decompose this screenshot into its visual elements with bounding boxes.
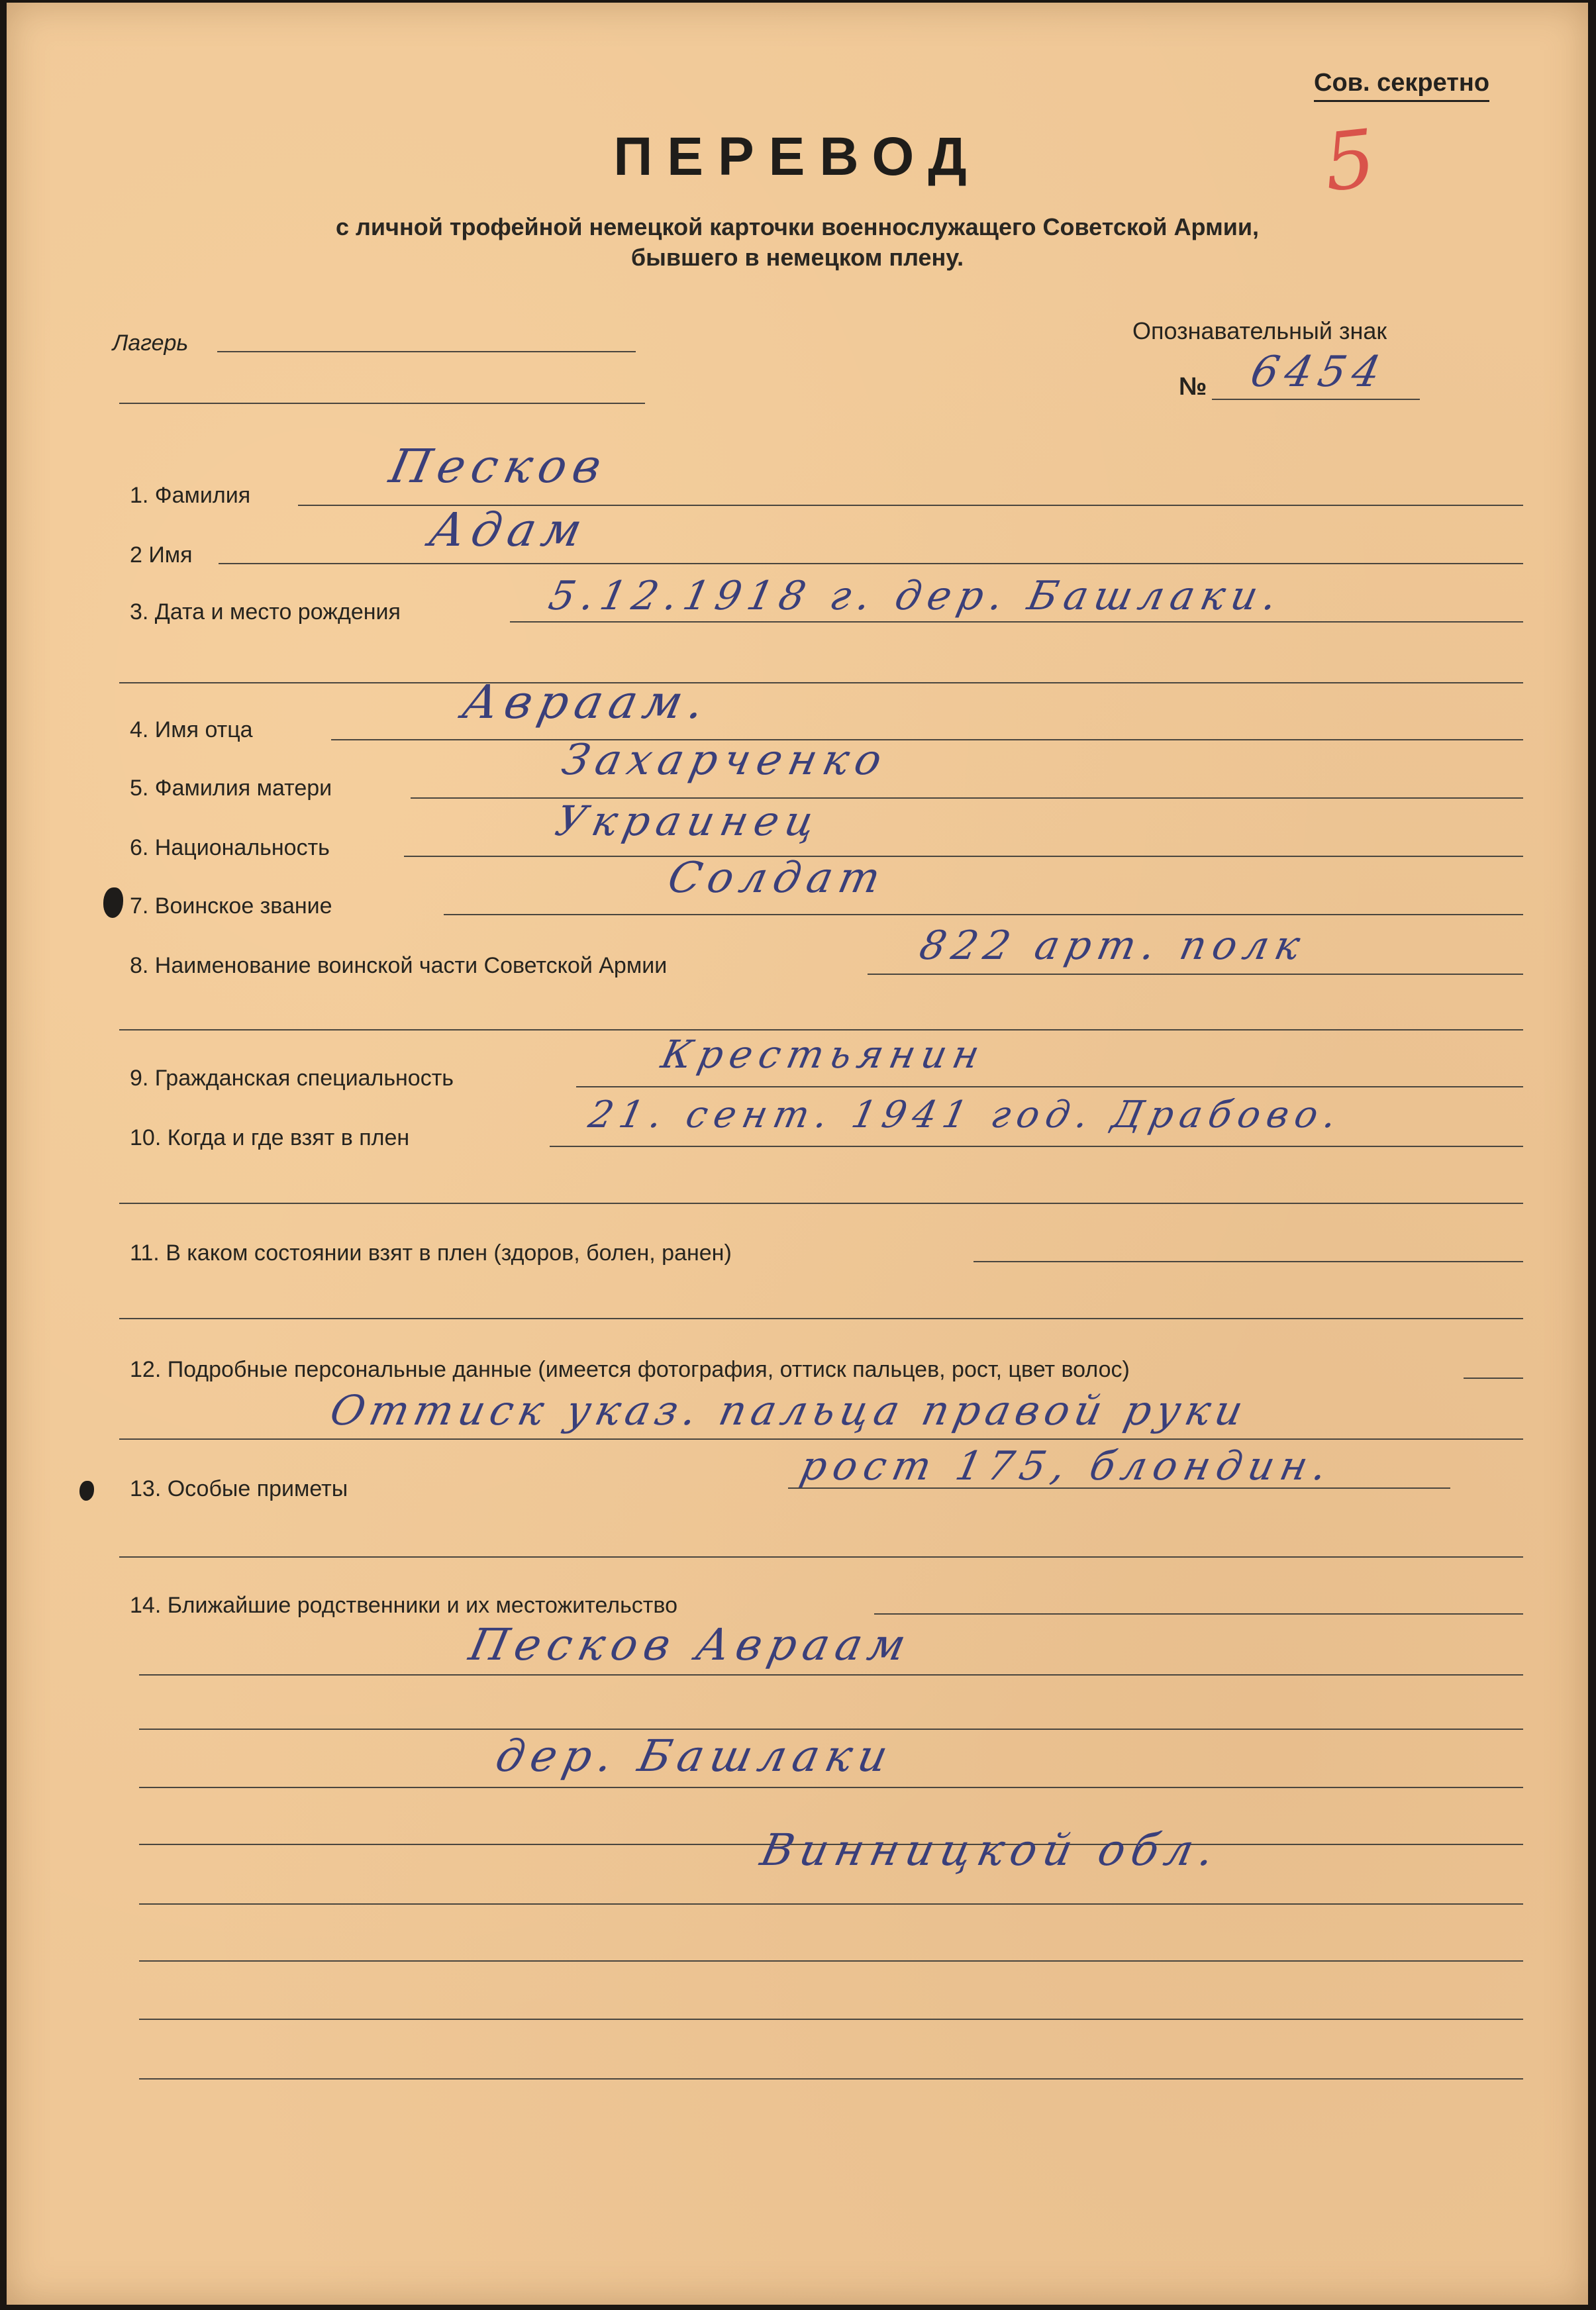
camp-label: Лагерь	[113, 330, 189, 356]
id-tag-line	[1212, 399, 1420, 400]
first-name-label: 2 Имя	[130, 542, 193, 568]
mother-label: 5. Фамилия матери	[130, 776, 332, 801]
nationality-label: 6. Национальность	[130, 835, 330, 860]
marks-line	[788, 1487, 1450, 1489]
relatives-line-7	[139, 1960, 1523, 1962]
surname-value: Песков	[385, 439, 613, 493]
relatives-line-2	[139, 1674, 1523, 1676]
marks-label: 13. Особые приметы	[130, 1476, 348, 1501]
id-tag-value: 6454	[1246, 348, 1391, 397]
captured-label: 10. Когда и где взят в плен	[130, 1125, 410, 1150]
surname-label: 1. Фамилия	[130, 483, 251, 508]
rank-line	[444, 914, 1523, 915]
marks-line-2	[119, 1556, 1523, 1558]
nationality-line	[404, 856, 1523, 857]
captured-line	[550, 1146, 1523, 1147]
camp-field-line-2	[119, 403, 645, 404]
birth-line-2	[119, 682, 1523, 683]
id-tag-label: Опознавательный знак	[1132, 317, 1387, 344]
relatives-line-9	[139, 2078, 1523, 2080]
unit-label: 8. Наименование воинской части Советской Армии	[130, 953, 668, 978]
profession-line	[576, 1086, 1523, 1087]
personal-value: Оттиск указ. пальца правой руки	[326, 1386, 1253, 1434]
document-title: ПЕРЕВОД	[613, 126, 981, 187]
father-line	[331, 739, 1523, 740]
relatives-line-6	[139, 1903, 1523, 1905]
relatives-line	[874, 1613, 1523, 1615]
id-tag-number-sign: №	[1179, 373, 1207, 401]
birth-label: 3. Дата и место рождения	[130, 599, 401, 625]
mother-value: Захарченко	[558, 736, 893, 785]
first-name-line	[219, 563, 1523, 564]
relatives-value-2: дер. Башлаки	[491, 1731, 899, 1782]
nationality-value: Украинец	[551, 797, 826, 845]
unit-value: 822 арт. полк	[915, 923, 1311, 969]
rank-label: 7. Воинское звание	[130, 893, 332, 919]
ink-blot	[103, 887, 123, 918]
condition-line	[973, 1261, 1523, 1262]
father-label: 4. Имя отца	[130, 717, 253, 742]
ink-blot-small	[79, 1481, 94, 1501]
relatives-value-3: Винницкой обл.	[756, 1825, 1226, 1876]
relatives-line-4	[139, 1787, 1523, 1788]
first-name-value: Адам	[424, 503, 593, 557]
marks-value: рост 175, блондин.	[796, 1443, 1338, 1489]
subtitle-line-2: бывшего в немецком плену.	[630, 244, 964, 271]
relatives-line-8	[139, 2019, 1523, 2020]
rank-value: Солдат	[664, 854, 891, 903]
relatives-value-1: Песков Авраам	[464, 1619, 917, 1670]
unit-line	[868, 974, 1523, 975]
subtitle-line-1: с личной трофейной немецкой карточки военнослужащего Советской Армии,	[336, 213, 1259, 240]
father-value: Авраам.	[458, 675, 717, 729]
captured-value: 21. сент. 1941 год. Драбово.	[585, 1093, 1348, 1136]
birth-line	[510, 621, 1523, 623]
camp-field-line	[217, 351, 636, 352]
personal-line	[1464, 1378, 1523, 1379]
relatives-label: 14. Ближайшие родственники и их местожительство	[130, 1593, 677, 1618]
classification-stamp: Сов. секретно	[1314, 69, 1489, 102]
document-sheet	[7, 3, 1588, 2305]
birth-value: 5.12.1918 г. дер. Башлаки.	[544, 573, 1288, 619]
pencil-mark: 5	[1319, 113, 1380, 210]
condition-line-2	[119, 1318, 1523, 1319]
condition-label: 11. В каком состоянии взят в плен (здоров, болен, ранен)	[130, 1240, 732, 1266]
profession-label: 9. Гражданская специальность	[130, 1066, 454, 1091]
personal-label: 12. Подробные персональные данные (имеется фотография, оттиск пальцев, рост, цвет волос)	[130, 1357, 1130, 1382]
profession-value: Крестьянин	[657, 1032, 990, 1077]
captured-line-2	[119, 1203, 1523, 1204]
